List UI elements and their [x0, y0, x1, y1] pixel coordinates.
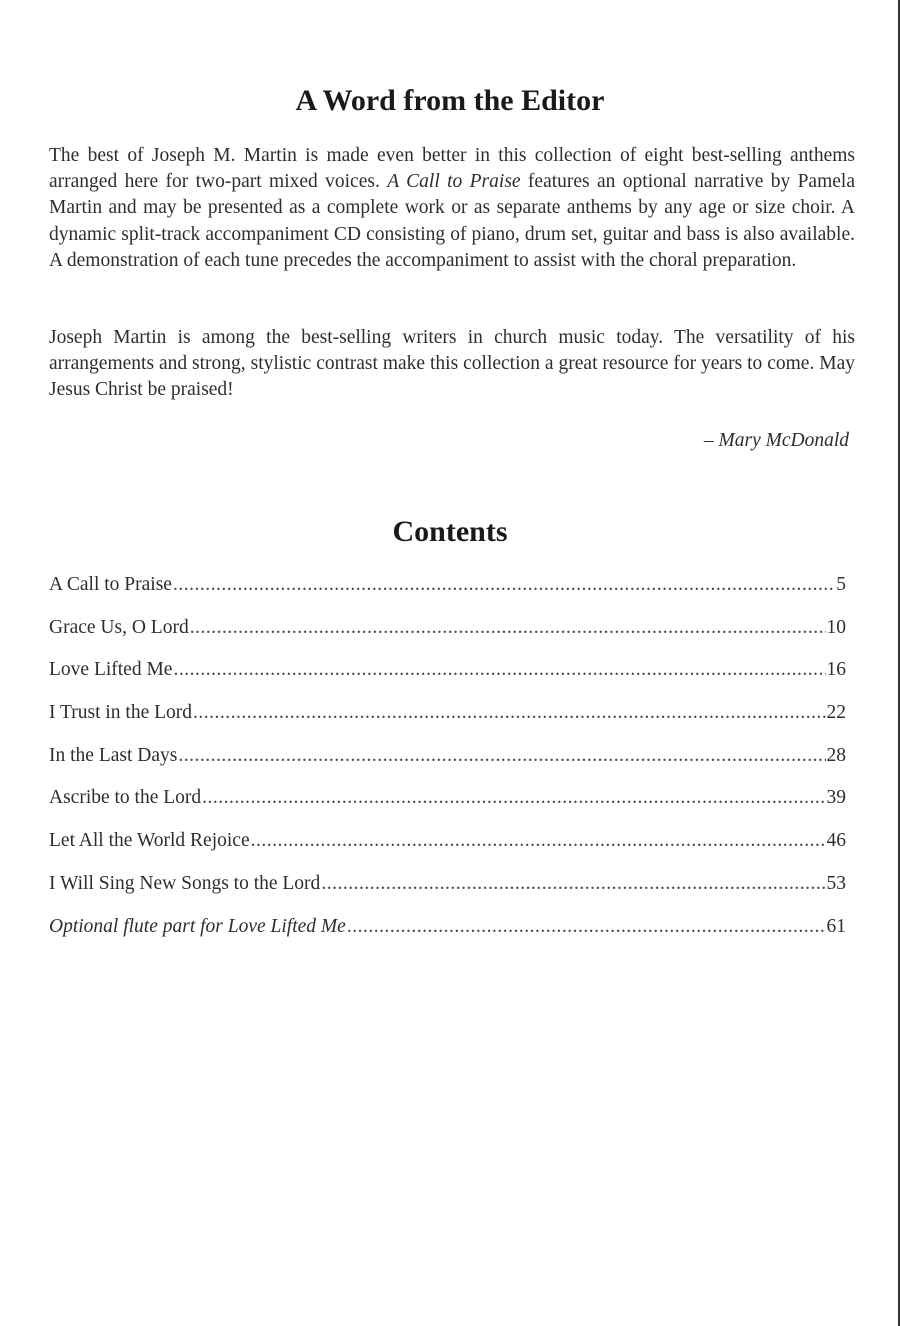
editor-paragraph-1	[49, 143, 855, 274]
toc-entry[interactable]	[49, 617, 846, 660]
toc-entry-title: I Trust in the Lord	[49, 702, 193, 724]
editor-paragraph-2: Joseph Martin is among the best-selling writers in church music today. The versatility of his arrangements and strong, stylistic contrast make this collection a great resource for years to come. May Jesus Christ be praised!	[49, 327, 855, 401]
toc-entry-title: Grace Us, O Lord	[49, 616, 189, 638]
toc-dot-leader	[178, 745, 825, 767]
toc-entry[interactable]	[49, 873, 846, 916]
editor-heading: A Word from the Editor	[295, 84, 605, 117]
toc-dot-leader	[173, 574, 835, 596]
toc-entry-page: 39	[826, 787, 846, 809]
toc-entry-title: Let All the World Rejoice	[49, 830, 250, 852]
toc-entry-page: 10	[826, 616, 846, 638]
toc-entry[interactable]	[49, 574, 846, 617]
toc-entry-page: 46	[826, 830, 846, 852]
toc-dot-leader	[190, 617, 826, 639]
toc-entry-page: 22	[826, 702, 846, 724]
editor-signature: – Mary McDonald	[703, 430, 849, 451]
toc-entry-page: 16	[826, 659, 846, 681]
toc-entry-title: Optional flute part for Love Lifted Me	[49, 915, 346, 937]
paragraph-1-text-start: The best of Joseph M. Martin is made even better in this collection of eight best-selling anthems arranged here for two-part mixed voices.	[49, 145, 855, 193]
toc-entry[interactable]	[49, 830, 846, 873]
toc-entry-title: Love Lifted Me	[49, 659, 173, 681]
paragraph-1-text-end: features an optional narrative by Pamela Martin and may be presented as a complete work or as separate anthems by any age or size choir. A dynamic split-track accompaniment CD consisting of piano, drum set, guitar and bass is also available. A demonstration of each tune precedes the accompaniment to assist with the choral preparation.	[49, 171, 855, 271]
toc-entry[interactable]	[49, 745, 846, 788]
toc-entry-optional-flute[interactable]	[49, 916, 846, 959]
paragraph-1-italic-title: A Call to Praise	[387, 171, 521, 193]
toc-entry-title: I Will Sing New Songs to the Lord	[49, 872, 321, 894]
toc-dot-leader	[321, 873, 825, 895]
toc-dot-leader	[347, 916, 826, 938]
toc-entry-page: 61	[826, 915, 846, 937]
toc-dot-leader	[173, 659, 825, 681]
toc-entry[interactable]	[49, 702, 846, 745]
contents-heading: Contents	[392, 515, 508, 548]
toc-entry[interactable]	[49, 787, 846, 830]
toc-entry-title: A Call to Praise	[49, 574, 172, 595]
toc-dot-leader	[193, 702, 825, 724]
toc-entry-title: Ascribe to the Lord	[49, 787, 202, 809]
toc-entry-page: 53	[826, 872, 846, 894]
toc-dot-leader	[251, 830, 826, 852]
table-of-contents	[49, 574, 846, 958]
toc-entry-page: 5	[836, 574, 846, 595]
toc-entry[interactable]	[49, 659, 846, 702]
toc-entry-page: 28	[826, 744, 846, 766]
toc-dot-leader	[202, 787, 825, 809]
toc-entry-title: In the Last Days	[49, 744, 178, 766]
